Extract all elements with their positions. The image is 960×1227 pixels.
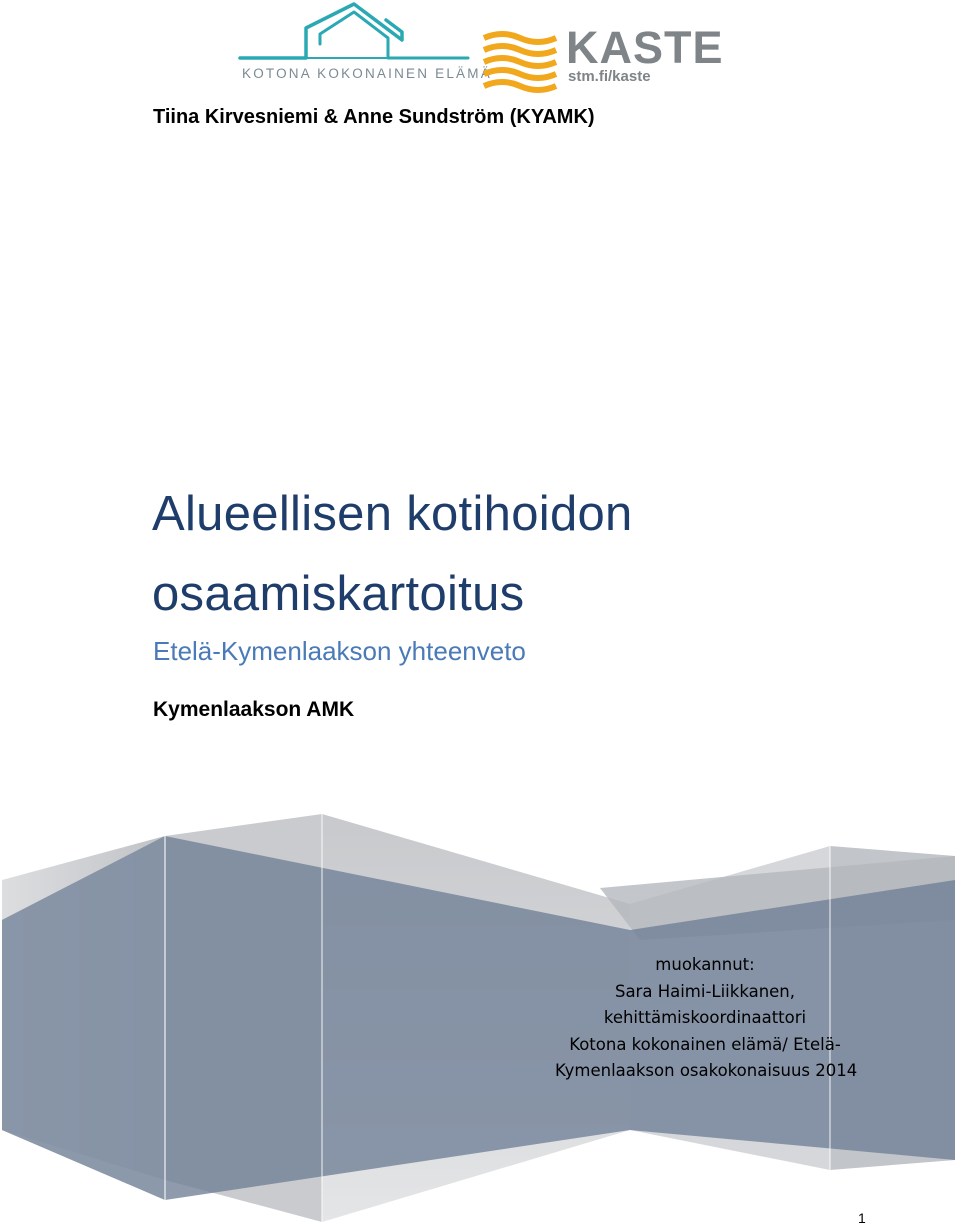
kotona-logo (236, 0, 492, 90)
kaste-waves-icon (482, 28, 560, 98)
document-subtitle: Etelä-Kymenlaakson yhteenveto (153, 636, 526, 666)
editors-line: Kotona kokonainen elämä/ Etelä- (569, 1034, 841, 1054)
title-line-2: osaamiskartoitus (152, 567, 525, 621)
kaste-logo (482, 22, 724, 100)
title-line-1: Alueellisen kotihoidon (152, 487, 633, 541)
kaste-logo-url: stm.fi/kaste (568, 68, 651, 85)
kaste-logo-word: KASTE (566, 22, 724, 73)
organization-name: Kymenlaakson AMK (153, 698, 355, 721)
editors-line: muokannut: (655, 955, 755, 974)
editors-line: Sara Haimi-Liikkanen, (614, 981, 796, 1001)
document-title (152, 474, 633, 634)
house-roof-icon (236, 0, 472, 66)
editors-line: kehittämiskoordinaattori (603, 1008, 807, 1027)
page-number: 1 (858, 1210, 866, 1226)
editors-block (555, 952, 858, 1085)
editors-line: Kymenlaakson osakokonaisuus 2014 (555, 1061, 858, 1080)
kotona-logo-caption: KOTONA KOKONAINEN ELÄMÄ (242, 66, 492, 81)
authors-line: Tiina Kirvesniemi & Anne Sundström (KYAMK) (153, 106, 595, 128)
